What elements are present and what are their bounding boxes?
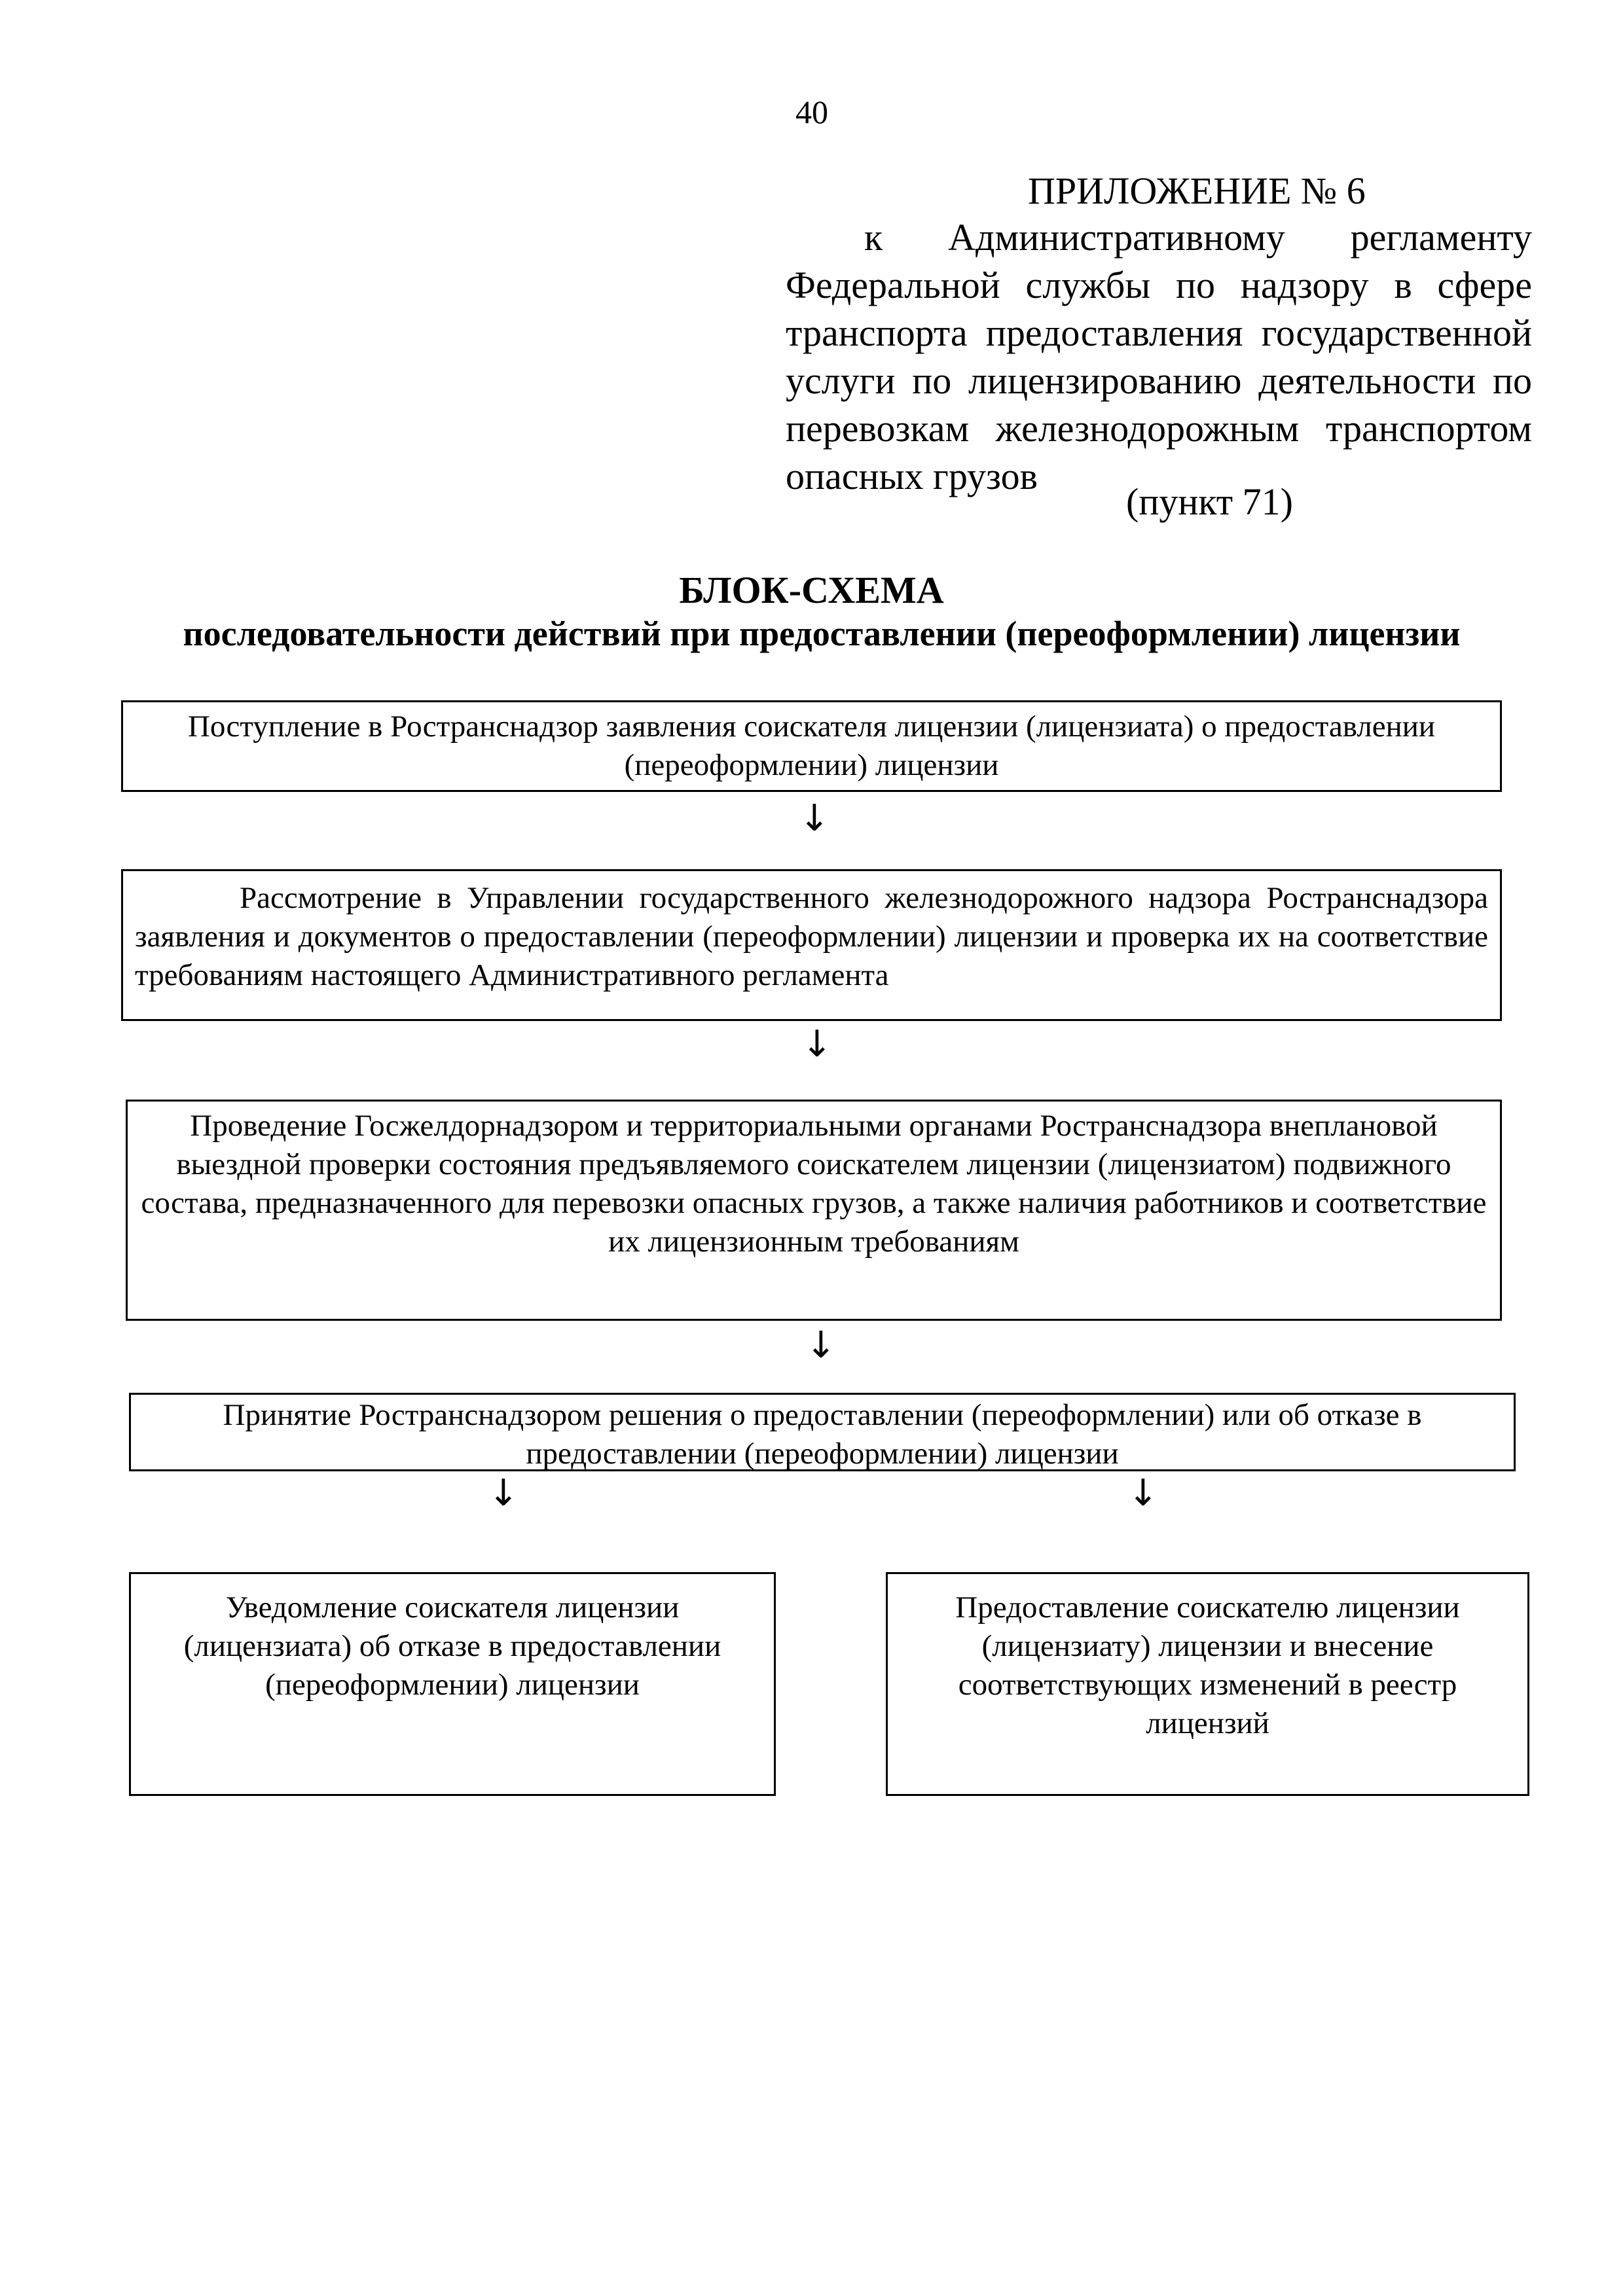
arrow-down-icon: ↓ [805, 1324, 837, 1367]
outcome-text: Предоставление соискателю лицензии (лицензиату) лицензии и внесение соответствующих изменений в реестр лицензий [955, 1590, 1460, 1740]
scheme-title: БЛОК-СХЕМА [679, 569, 944, 611]
step-text: Поступление в Ространснадзор заявления соискателя лицензии (лицензиата) о предоставлении (переоформлении) лицензии [187, 709, 1436, 782]
appendix-body-text: к Административному регламенту Федеральной службы по надзору в сфере транспорта предоставления государственной услуги по лицензированию деятельности по перевозкам железнодорожным транспортом опасных грузов [786, 216, 1532, 497]
outcome-box-refusal [129, 1572, 776, 1796]
arrow-down-icon: ↓ [799, 797, 830, 840]
scheme-subtitle: последовательности действий при предоставлении (переоформлении) лицензии [183, 614, 1461, 653]
step-box-document-review [121, 869, 1502, 1021]
step-text: Принятие Ространснадзором решения о предоставлении (переоформлении) или об отказе в предоставлении (переоформлении) лицензии [223, 1398, 1422, 1471]
step-text: Рассмотрение в Управлении государственного железнодорожного надзора Ространснадзора заявления и документов о предоставлении (переоформлении) лицензии и проверка их на соответствие требованиям настоящего Административного регламента [135, 881, 1488, 992]
step-box-onsite-inspection [126, 1100, 1502, 1321]
appendix-point: (пункт 71) [1126, 480, 1293, 523]
step-box-application-receipt [121, 700, 1502, 792]
arrow-down-icon: ↓ [1127, 1472, 1159, 1515]
outcome-text: Уведомление соискателя лицензии (лицензиата) об отказе в предоставлении (переоформлении) лицензии [183, 1590, 721, 1702]
step-text: Проведение Госжелдорнадзором и территориальными органами Ространснадзора внеплановой выездной проверки состояния предъявляемого соискателем лицензии (лицензиатом) подвижного состава, предназначенного для перевозки опасных грузов, а также наличия работников и соответствие их лицензионным требованиям [141, 1109, 1487, 1259]
arrow-down-icon: ↓ [801, 1023, 833, 1066]
appendix-title: ПРИЛОЖЕНИЕ № 6 [1028, 170, 1366, 212]
appendix-body [786, 213, 1532, 500]
step-box-decision [129, 1393, 1516, 1471]
page-number: 40 [795, 94, 828, 130]
arrow-down-icon: ↓ [488, 1472, 519, 1515]
outcome-box-grant [886, 1572, 1529, 1796]
